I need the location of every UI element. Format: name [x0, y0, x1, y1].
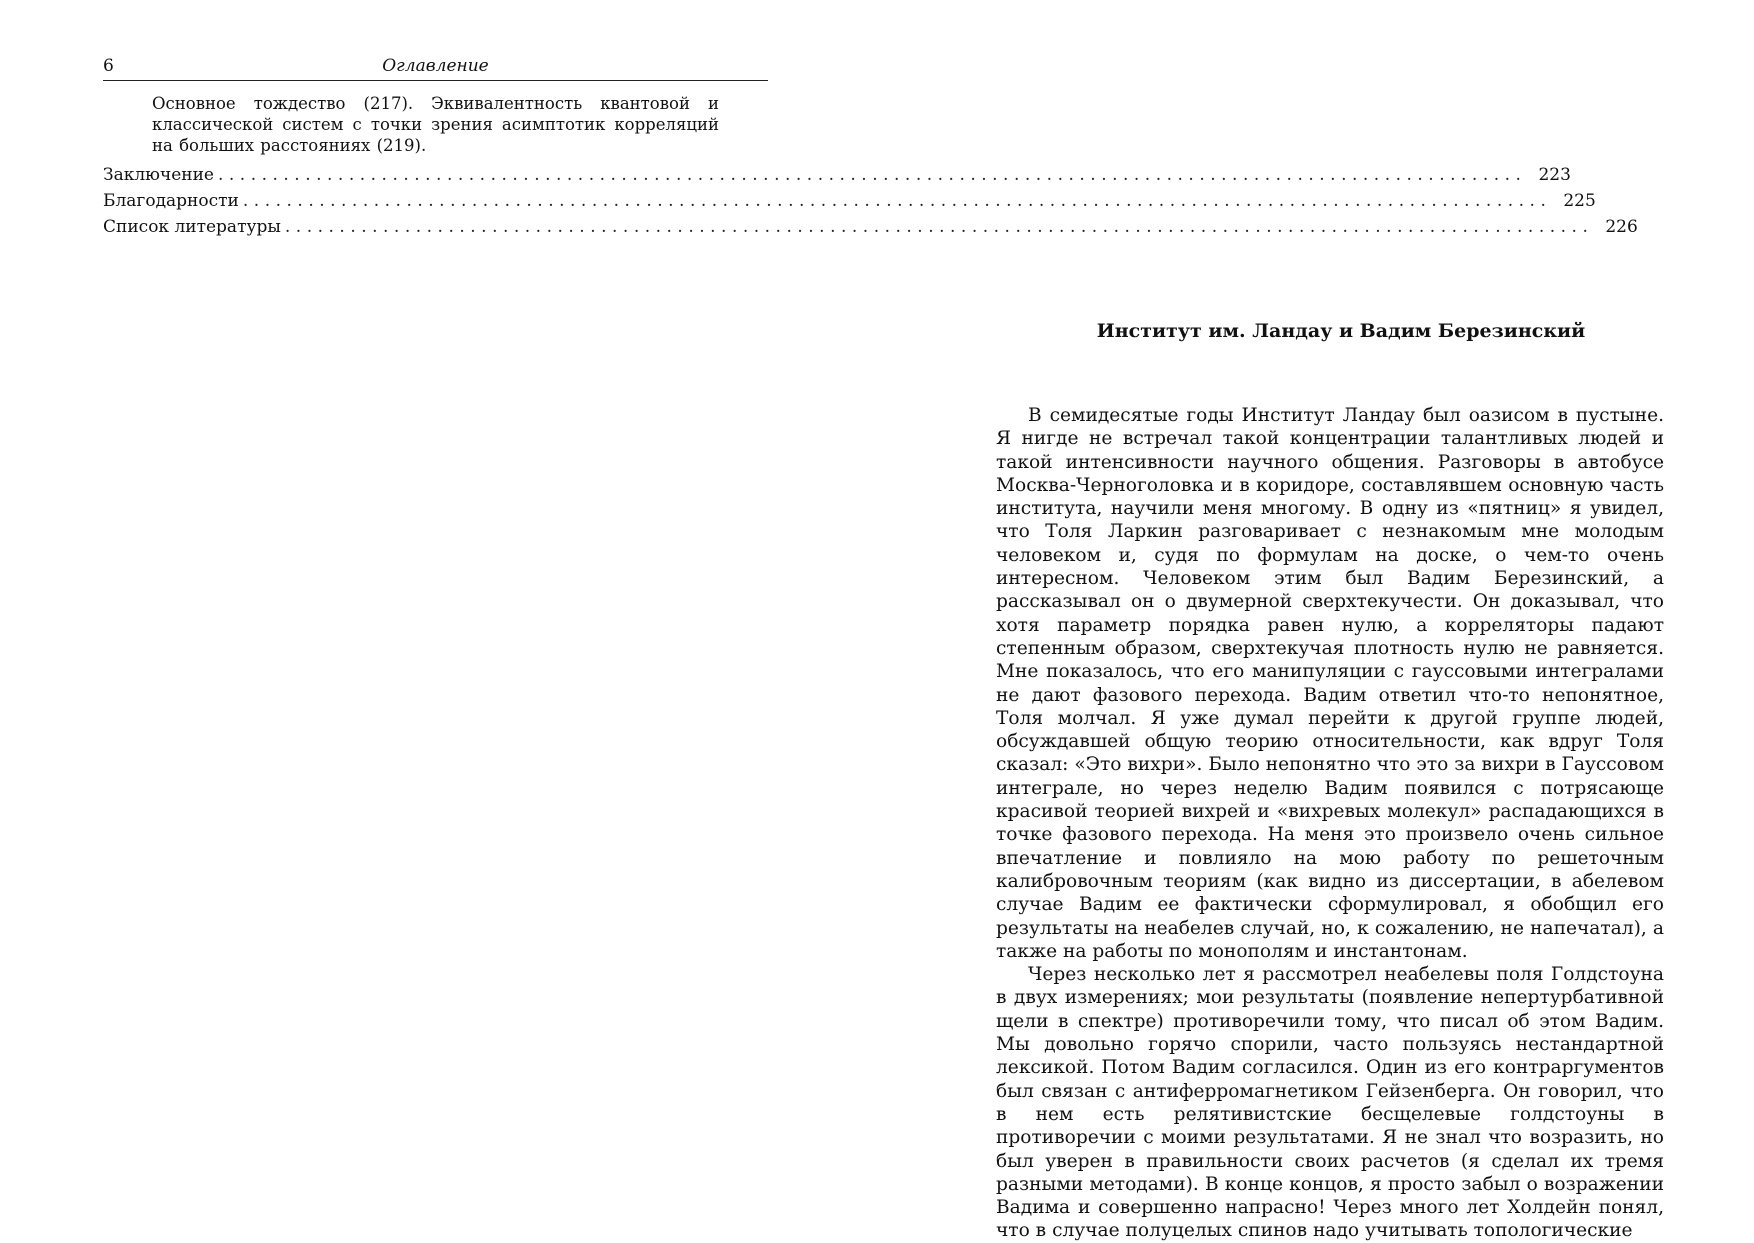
toc-entry[interactable]: [103, 214, 1638, 240]
toc-list: [103, 162, 1638, 240]
toc-continuation-text: Основное тождество (217). Эквивалентность квантовой и классической систем с точки зрения асимптотик корреляций на больших расстояниях (219).: [152, 94, 719, 155]
chapter-title: Институт им. Ландау и Вадим Березинский: [1096, 320, 1586, 342]
toc-entry-label: Заключение: [103, 165, 214, 185]
left-page: [103, 56, 1638, 240]
body-paragraph: В семидесятые годы Институт Ландау был оазисом в пустыне. Я нигде не встречал такой концентрации талантливых людей и такой интенсивности научного общения. Разговоры в автобусе Москва-Черноголовка и в коридоре, составлявшем основную часть института, научили меня многому. В одну из «пятниц» я увидел, что Толя Ларкин разговаривает с незнакомым мне молодым человеком и, судя по формулам на доске, о чем-то очень интересном. Человеком этим был Вадим Березинский, а рассказывал он о двумерной сверхтекучести. Он доказывал, что хотя параметр порядка равен нулю, а корреляторы падают степенным образом, сверхтекучая плотность нулю не равняется. Мне показалось, что его манипуляции с гауссовыми интегралами не дают фазового перехода. Вадим ответил что-то непонятное, Толя молчал. Я уже думал перейти к другой группе людей, обсуждавшей общую теорию относительности, как вдруг Толя сказал: «Это вихри». Было непонятно что это за вихри в Гауссовом интеграле, но через неделю Вадим появился с потрясающе красивой теорией вихрей и «вихревых молекул» распадающихся в точке фазового перехода. На меня это произвело очень сильное впечатление и повлияло на мою работу по решеточным калибровочным теориям (как видно из диссертации, в абелевом случае Вадим ее фактически сформулировал, я обобщил его результаты на неабелев случай, но, к сожалению, не напечатал), а также на работы по монополям и инстантонам.: [996, 405, 1664, 962]
body-paragraph: Через несколько лет я рассмотрел неабелевы поля Голдстоуна в двух измерениях; мои результаты (появление непертурбативной щели в спектре) противоречили тому, что писал об этом Вадим. Мы довольно горячо спорили, часто пользуясь нестандартной лексикой. Потом Вадим согласился. Один из его контраргументов был связан с антиферромагнетиком Гейзенберга. Он говорил, что в нем есть релятивистские бесщелевые голдстоуны в противоречии с моими результатами. Я не знал что возразить, но был уверен в правильности своих расчетов (я сделал их тремя разными методами). В конце концов, я просто забыл о возражении Вадима и совершенно напрасно! Через много лет Холдейн понял, что в случае полуцелых спинов надо учитывать топологические: [996, 964, 1664, 1242]
toc-dot-leader: ........................................................................................................................: [242, 191, 1552, 211]
toc-entry-page: 223: [1538, 165, 1571, 185]
toc-entry[interactable]: [103, 162, 1571, 188]
toc-entry[interactable]: [103, 188, 1596, 214]
toc-entry-page: 226: [1605, 217, 1638, 237]
body-text: [996, 404, 1664, 1243]
toc-entry-page: 225: [1563, 191, 1596, 211]
running-head: [103, 56, 768, 81]
toc-entry-label: Благодарности: [103, 191, 239, 211]
toc-dot-leader: ........................................................................................................................: [284, 217, 1594, 237]
page-number: 6: [103, 56, 114, 76]
running-title: Оглавление: [382, 56, 489, 76]
right-page: [996, 318, 1664, 1243]
toc-dot-leader: ........................................................................................................................: [217, 165, 1527, 185]
toc-entry-label: Список литературы: [103, 217, 281, 237]
